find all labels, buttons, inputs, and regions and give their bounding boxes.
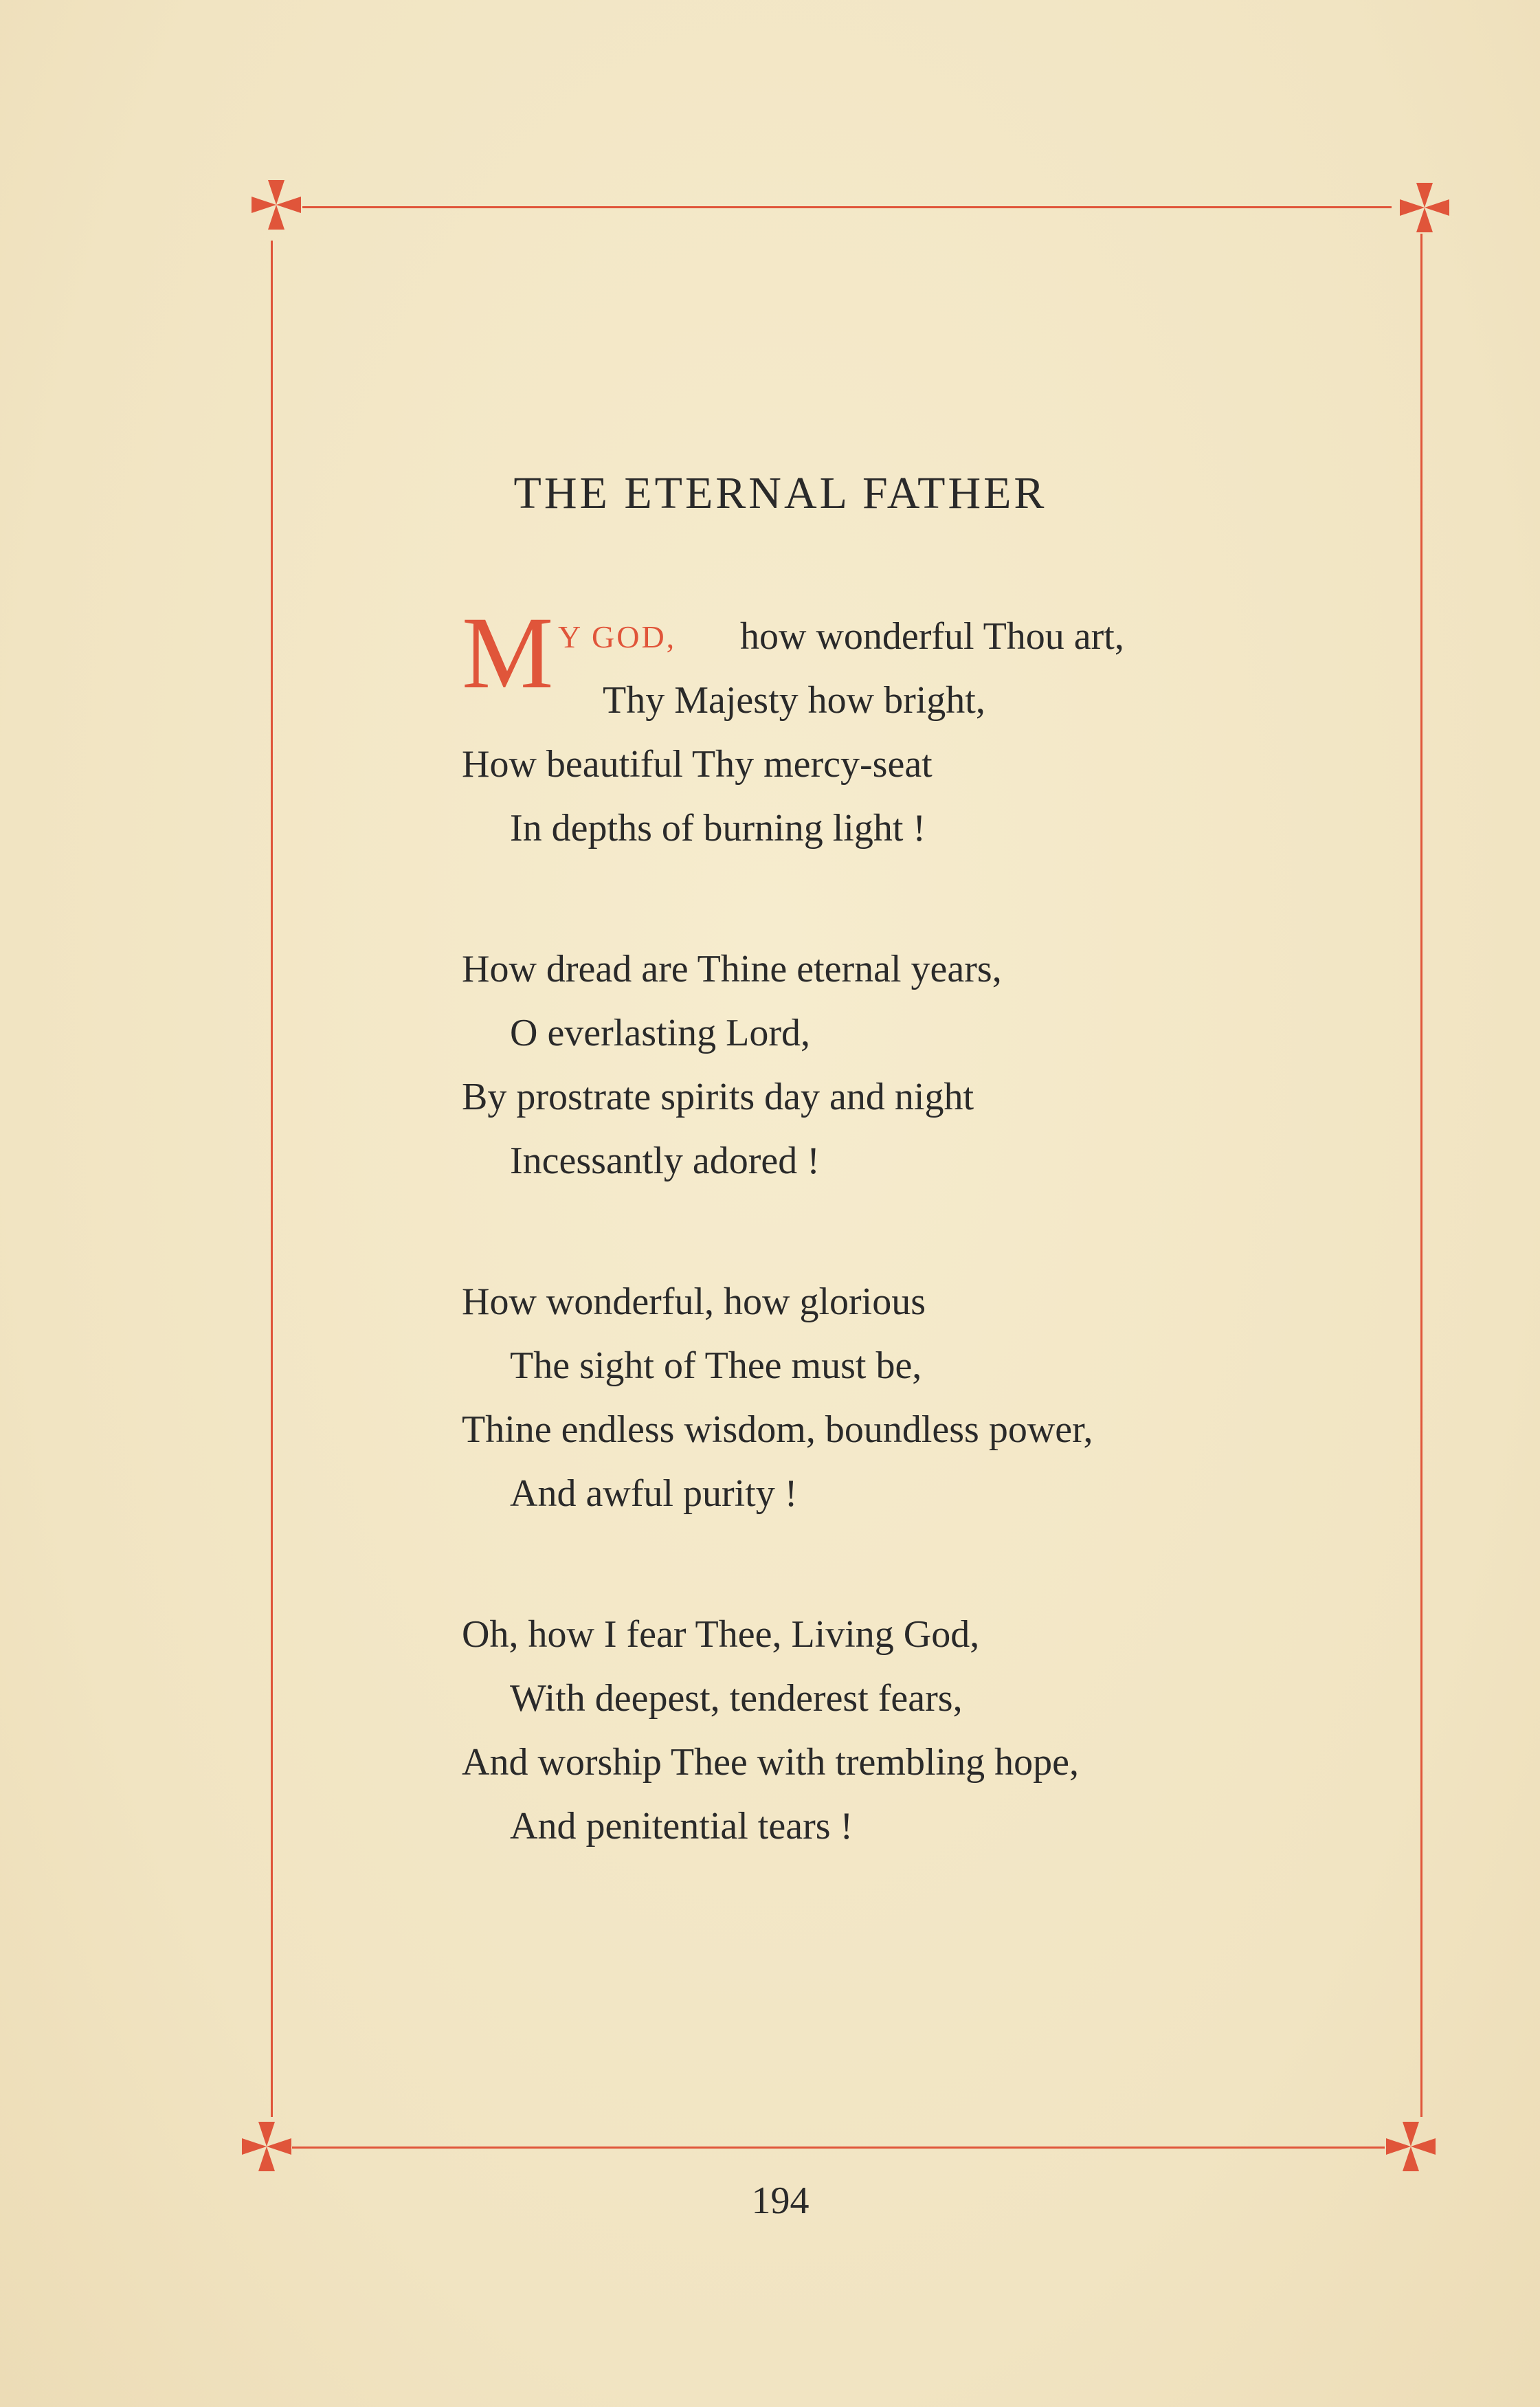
stanza-2 bbox=[462, 938, 1396, 1193]
opening-small-caps: Y GOD, bbox=[558, 619, 677, 654]
maltese-cross-icon bbox=[1397, 180, 1452, 235]
poem-line: And worship Thee with trembling hope, bbox=[462, 1741, 1079, 1784]
poem-line: Incessantly adored ! bbox=[510, 1140, 820, 1182]
border-rule-left bbox=[271, 241, 273, 2117]
poem-line: Thy Majesty how bright, bbox=[603, 679, 985, 722]
poem-line: The sight of Thee must be, bbox=[510, 1344, 922, 1387]
poem-line: By prostrate spirits day and night bbox=[462, 1076, 974, 1118]
maltese-cross-icon bbox=[249, 177, 304, 232]
stanza-3 bbox=[462, 1270, 1396, 1526]
drop-cap: M bbox=[462, 596, 554, 710]
maltese-cross-icon bbox=[1383, 2119, 1438, 2174]
poem-line: O everlasting Lord, bbox=[510, 1012, 810, 1054]
opening-line-text: how wonderful Thou art, bbox=[740, 615, 1124, 658]
poem-line: How dread are Thine eternal years, bbox=[462, 948, 1002, 990]
border-rule-top bbox=[302, 206, 1392, 208]
poem-line: How wonderful, how glorious bbox=[462, 1280, 926, 1323]
poem-body bbox=[462, 596, 1396, 1935]
stanza-4 bbox=[462, 1603, 1396, 1859]
poem-line: How beautiful Thy mercy-seat bbox=[462, 743, 933, 786]
poem-line: Oh, how I fear Thee, Living God, bbox=[462, 1613, 980, 1656]
poem-line: And awful purity ! bbox=[510, 1472, 798, 1515]
poem-line: Thine endless wisdom, boundless power, bbox=[462, 1408, 1093, 1451]
border-rule-bottom bbox=[292, 2147, 1385, 2149]
page-title: THE ETERNAL FATHER bbox=[513, 468, 1047, 518]
stanza-1 bbox=[462, 596, 1396, 861]
page-number: 194 bbox=[751, 2179, 810, 2222]
poem-line: With deepest, tenderest fears, bbox=[510, 1677, 963, 1720]
poem-line: In depths of burning light ! bbox=[510, 807, 926, 850]
maltese-cross-icon bbox=[239, 2119, 294, 2174]
poem-line: And penitential tears ! bbox=[510, 1805, 853, 1848]
